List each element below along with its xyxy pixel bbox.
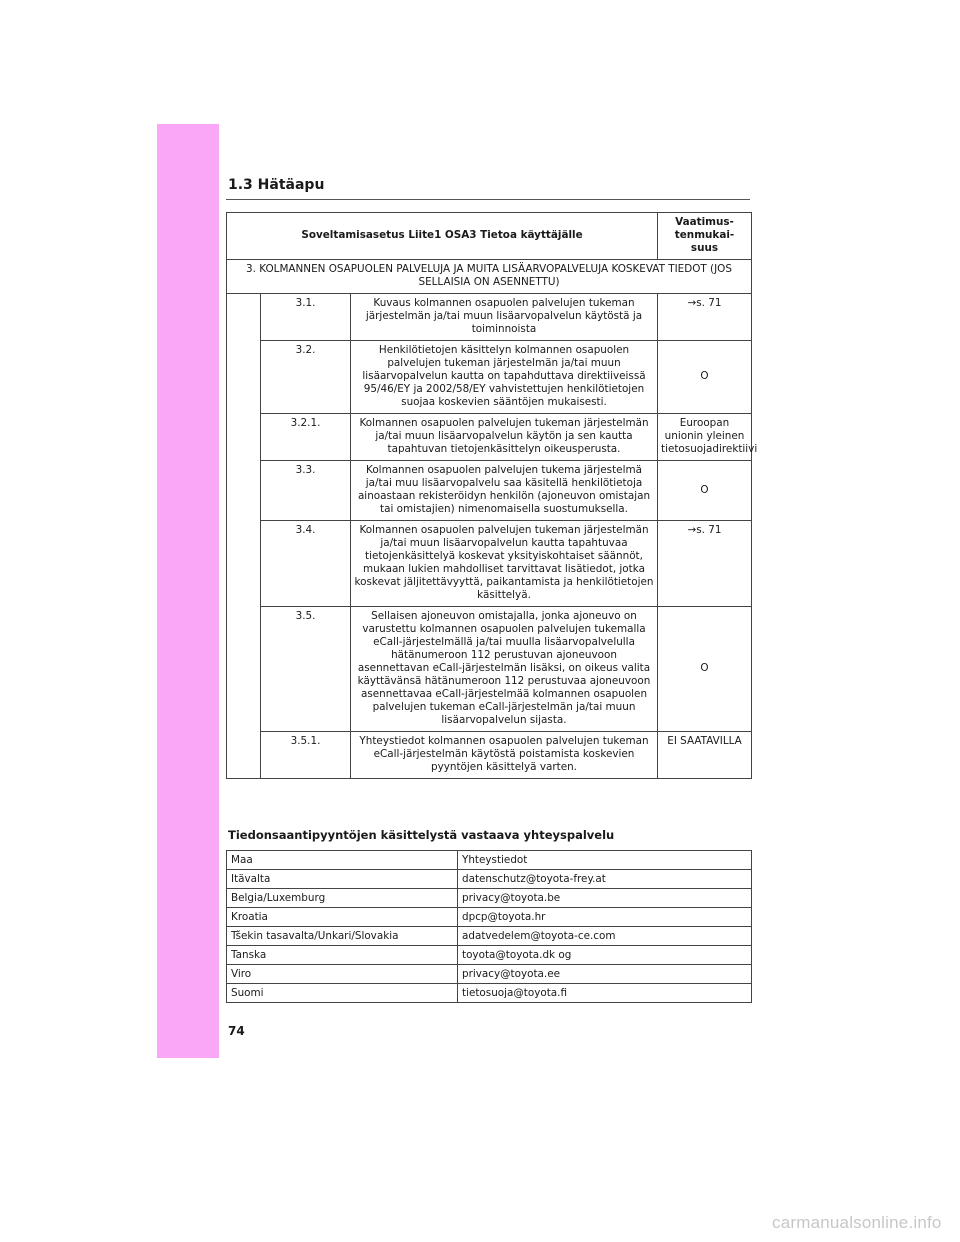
contact-table (226, 850, 752, 1003)
contact-row (227, 870, 752, 889)
contact-cell: adatvedelem@toyota-ce.com (458, 927, 752, 946)
col-contact-header: Yhteystiedot (458, 851, 752, 870)
header-regulation: Soveltamisasetus Liite1 OSA3 Tietoa käyttäjälle (227, 213, 658, 260)
row-description: Kuvaus kolmannen osapuolen palvelujen tukeman järjestelmän ja/tai muun lisäarvopalvelun käytöstä ja toiminnoista (351, 294, 658, 341)
contact-row (227, 984, 752, 1003)
contact-row (227, 927, 752, 946)
row-compliance: O (658, 341, 752, 414)
watermark: carmanualsonline.info (772, 1213, 942, 1232)
header-compliance: Vaatimus- tenmukai- suus (658, 213, 752, 260)
row-number: 3.1. (261, 294, 351, 341)
country-cell: Viro (227, 965, 458, 984)
contact-section-title: Tiedonsaantipyyntöjen käsittelystä vastaava yhteyspalvelu (228, 828, 615, 842)
compliance-row (227, 414, 752, 461)
country-cell: Kroatia (227, 908, 458, 927)
page-number: 74 (228, 1024, 245, 1038)
contact-cell: dpcp@toyota.hr (458, 908, 752, 927)
country-cell: Belgia/Luxemburg (227, 889, 458, 908)
row-compliance: Euroopan unionin yleinen tietosuojadirektiivi (658, 414, 752, 461)
compliance-row (227, 341, 752, 414)
contact-row (227, 889, 752, 908)
row-number: 3.4. (261, 521, 351, 607)
row-description: Sellaisen ajoneuvon omistajalla, jonka ajoneuvo on varustettu kolmannen osapuolen palvelujen tukemalla eCall-järjestelmällä ja/tai muulla lisäarvopalvelulla hätänumeroon 112 perustuvan ajoneuvoon asennettavan eCall-järjestelmän lisäksi, on oikeus valita käyttävänsä hätänumeroon 112 perustuvaa ajoneuvoon asennettavaa eCall-järjestelmää kolmannen osapuolen palvelujen tukeman eCall-järjestelmän ja/tai muun lisäarvopalvelun sijasta. (351, 607, 658, 732)
compliance-table (226, 212, 758, 779)
section-heading: 3. KOLMANNEN OSAPUOLEN PALVELUJA JA MUITA LISÄARVOPALVELUJA KOSKEVAT TIEDOT (JOS SELLAISIA ON ASENNETTU) (227, 260, 752, 294)
side-tab-strip (157, 124, 219, 1058)
compliance-row (227, 607, 752, 732)
row-description: Henkilötietojen käsittelyn kolmannen osapuolen palvelujen tukeman järjestelmän ja/tai muun lisäarvopalvelun kautta on tapahduttava direktiiveissä 95/46/EY ja 2002/58/EY vahvistettujen henkilötietojen suojaa koskevien sääntöjen mukaisesti. (351, 341, 658, 414)
compliance-header-row (227, 213, 752, 260)
row-compliance: EI SAATAVILLA (658, 732, 752, 779)
contact-cell: privacy@toyota.ee (458, 965, 752, 984)
compliance-row (227, 732, 752, 779)
row-number: 3.2. (261, 341, 351, 414)
row-number: 3.5.1. (261, 732, 351, 779)
row-description: Yhteystiedot kolmannen osapuolen palvelujen tukeman eCall-järjestelmän käytöstä poistamista koskevien pyyntöjen käsittelyä varten. (351, 732, 658, 779)
section-heading-row (227, 260, 752, 294)
row-compliance: O (658, 607, 752, 732)
contact-row (227, 965, 752, 984)
compliance-row (227, 461, 752, 521)
row-compliance: O (658, 461, 752, 521)
compliance-row (227, 294, 752, 341)
country-cell: Tšekin tasavalta/Unkari/Slovakia (227, 927, 458, 946)
country-cell: Itävalta (227, 870, 458, 889)
row-description: Kolmannen osapuolen palvelujen tukeman järjestelmän ja/tai muun lisäarvopalvelun kautta tapahtuvaa tietojenkäsittelyä koskevat yksityiskohtaiset säännöt, mukaan lukien mahdolliset tarvittavat lisätiedot, jotka koskevat jäljitettävyyttä, paikantamista ja henkilötietojen käsittelyä. (351, 521, 658, 607)
country-cell: Suomi (227, 984, 458, 1003)
row-description: Kolmannen osapuolen palvelujen tukeman järjestelmän ja/tai muun lisäarvopalvelun käytön ja sen kautta tapahtuvan tietojenkäsittelyn oikeusperusta. (351, 414, 658, 461)
contact-cell: privacy@toyota.be (458, 889, 752, 908)
compliance-row (227, 521, 752, 607)
row-compliance: →s. 71 (658, 521, 752, 607)
row-number: 3.3. (261, 461, 351, 521)
contact-cell: datenschutz@toyota-frey.at (458, 870, 752, 889)
contact-header-row (227, 851, 752, 870)
indent-cell (227, 294, 261, 779)
title-divider (226, 199, 750, 200)
row-compliance: →s. 71 (658, 294, 752, 341)
country-cell: Tanska (227, 946, 458, 965)
contact-row (227, 946, 752, 965)
contact-cell: toyota@toyota.dk og (458, 946, 752, 965)
row-number: 3.2.1. (261, 414, 351, 461)
row-number: 3.5. (261, 607, 351, 732)
contact-cell: tietosuoja@toyota.fi (458, 984, 752, 1003)
contact-row (227, 908, 752, 927)
col-country-header: Maa (227, 851, 458, 870)
section-title: 1.3 Hätäapu (228, 177, 325, 193)
row-description: Kolmannen osapuolen palvelujen tukema järjestelmä ja/tai muu lisäarvopalvelu saa käsitellä henkilötietoja ainoastaan rekisteröidyn henkilön (ajoneuvon omistajan tai omistajien) nimenomaisella suostumuksella. (351, 461, 658, 521)
